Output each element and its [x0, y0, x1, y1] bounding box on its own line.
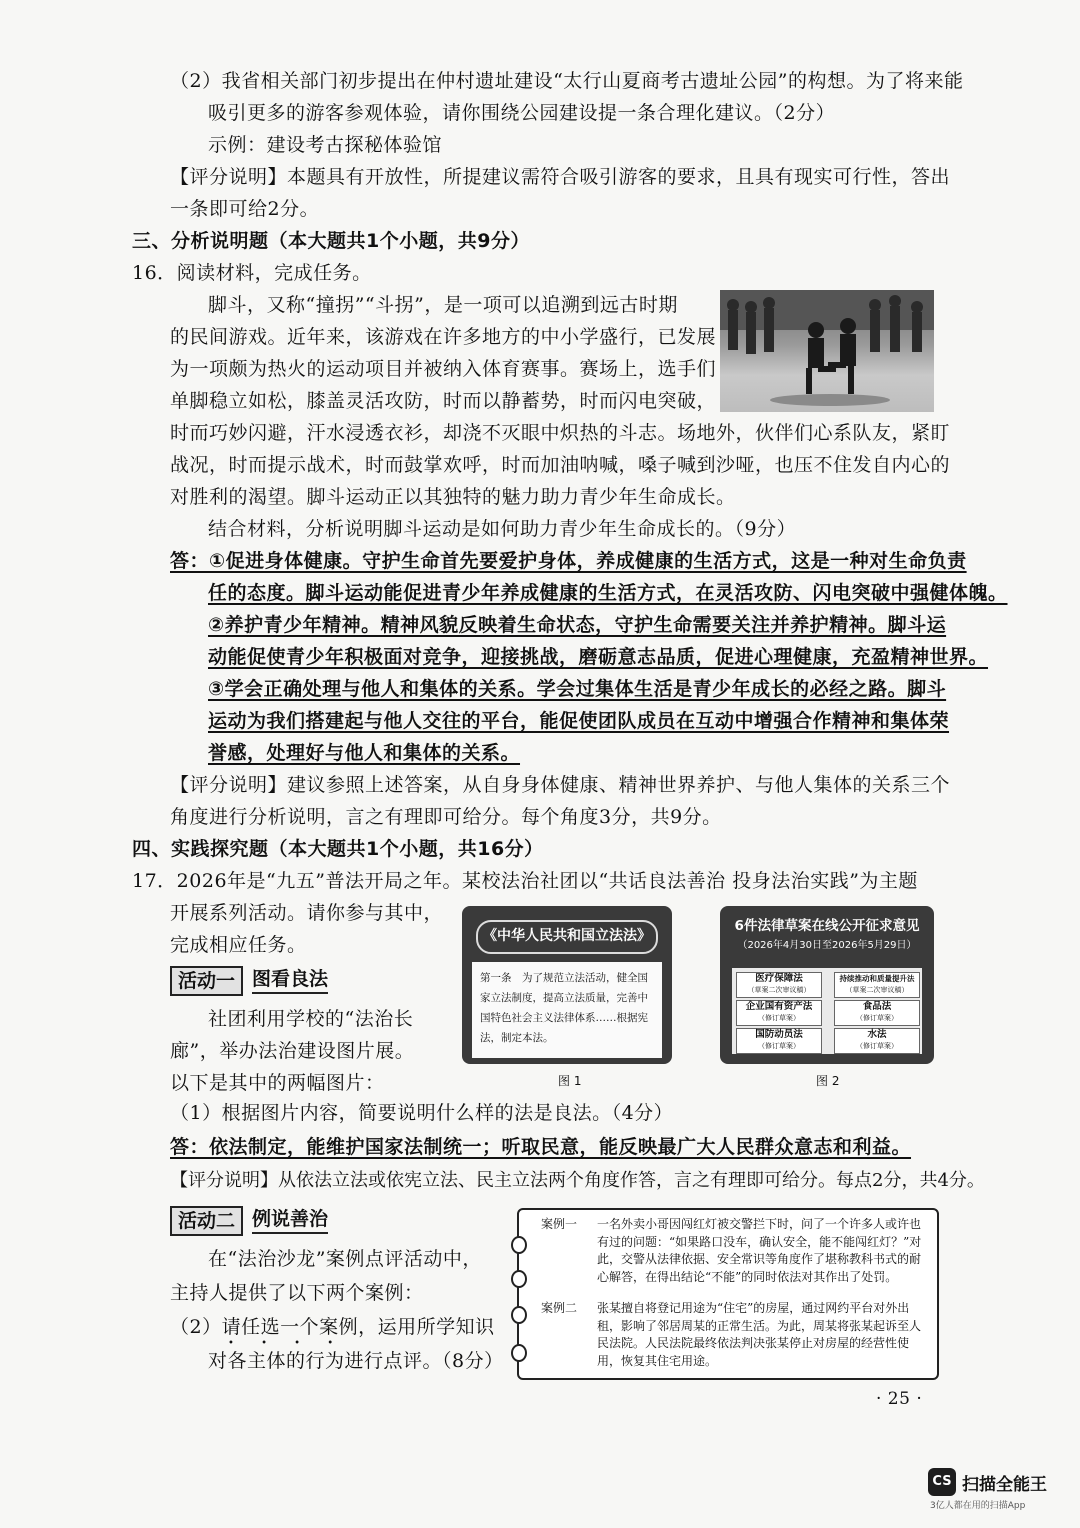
binder-ring-icon [511, 1306, 527, 1324]
material-line3: 为一项颇为热火的运动项目并被纳入体育赛事。赛场上，选手们 [170, 358, 717, 380]
activity-1-text1: 社团利用学校的“法治长 [208, 1008, 414, 1030]
grading-note-16-line1: 【评分说明】建议参照上述答案，从自身身体健康、精神世界养护、与他人集体的关系三个 [170, 774, 951, 796]
activity-2-text2: 主持人提供了以下两个案例： [170, 1282, 424, 1304]
section-3-heading: 三、分析说明题（本大题共1个小题，共9分） [132, 230, 530, 252]
answer-16-line4: 动能促使青少年积极面对竞争，迎接挑战，磨砺意志品质，促进心理健康，充盈精神世界。 [208, 646, 989, 668]
law-list [732, 968, 922, 1054]
app-tagline: 3亿人都在用的扫描App [930, 1501, 1026, 1511]
activity-1-text3: 以下是其中的两幅图片： [170, 1072, 385, 1094]
figure-2-draft-laws [720, 906, 934, 1064]
question-16-title: 16．阅读材料，完成任务。 [132, 262, 372, 284]
law-item: 医疗保障法 （草案二次审议稿） [736, 972, 822, 998]
question-15-2-line2: 吸引更多的游客参观体验，请你围绕公园建设提一条合理化建议。（2分） [208, 102, 836, 124]
case-2-label: 案例二 [541, 1301, 578, 1315]
figure-1-article: 第一条 为了规范立法活动，健全国家立法制度，提高立法质量，完善中国特色社会主义法律体系……根据宪法，制定本法。 [472, 962, 662, 1058]
task-16: 结合材料，分析说明脚斗运动是如何助力青少年生命成长的。（9分） [208, 518, 797, 540]
material-line1: 脚斗，又称“撞拐”“斗拐”，是一项可以追溯到远古时期 [208, 294, 678, 316]
answer-16-line1: 答：①促进身体健康。守护生命首先要爱护身体，养成健康的生活方式，这是一种对生命负责 [170, 550, 967, 572]
page-number: · 25 · [876, 1389, 923, 1409]
figure-2-title: 6件法律草案在线公开征求意见 [734, 918, 920, 934]
case-1-label: 案例一 [541, 1217, 578, 1231]
question-17-2-line2: 对各主体的行为进行点评。（8分） [208, 1350, 504, 1372]
question-17-line3: 完成相应任务。 [170, 934, 307, 956]
law-item: 食品法 （修订草案） [834, 1000, 920, 1026]
question-17-2-line1: （2）请任选一个案例，运用所学知识 [170, 1316, 495, 1338]
material-line5: 时而巧妙闪避，汗水浸透衣衫，却浇不灭眼中炽热的斗志。场地外，伙伴们心系队友，紧盯 [170, 422, 951, 444]
figure-2-caption: 图 2 [816, 1074, 840, 1088]
figure-1-legislation-law [462, 906, 672, 1064]
answer-17-1: 答：依法制定，能维护国家法制统一；听取民意，能反映最广大人民群众意志和利益。 [170, 1136, 912, 1158]
figure-1-title: 《中华人民共和国立法法》 [476, 920, 658, 954]
material-line2: 的民间游戏。近年来，该游戏在许多地方的中小学盛行，已发展 [170, 326, 717, 348]
scanner-app-watermark [928, 1464, 1058, 1512]
activity-2-title: 例说善治 [252, 1206, 328, 1234]
grading-note-16-line2: 角度进行分析说明，言之有理即可给分。每个角度3分，共9分。 [170, 806, 722, 828]
law-item: 国防动员法 （修订草案） [736, 1028, 822, 1054]
question-17-1: （1）根据图片内容，简要说明什么样的法是良法。（4分） [170, 1102, 674, 1124]
answer-16-line5: ③学会正确处理与他人和集体的关系。学会过集体生活是青少年成长的必经之路。脚斗 [208, 678, 947, 700]
example-answer: 示例：建设考古探秘体验馆 [208, 134, 443, 156]
answer-16-line3: ②养护青少年精神。精神风貌反映着生命状态，守护生命需要关注并养护精神。脚斗运 [208, 614, 947, 636]
app-name: 扫描全能王 [962, 1475, 1047, 1495]
binder-ring-icon [511, 1344, 527, 1362]
law-item: 企业国有资产法 （修订草案） [736, 1000, 822, 1026]
case-1-text: 一名外卖小哥因闯红灯被交警拦下时，问了一个许多人或许也有过的问题：“如果路口没车，确认安全，能不能闯红灯？”对此，交警从法律依据、安全常识等角度作了堪称教科书式的耐心解答，在得出结论“不能”的同时依法对其作出了处罚。 [597, 1217, 922, 1284]
emphasis-dots: • • • • [228, 1338, 346, 1349]
case-2-text: 张某擅自将登记用途为“住宅”的房屋，通过网约平台对外出租，影响了邻居周某的正常生活。为此，周某将张某起诉至人民法院。人民法院最终依法判决张某停止对房屋的经营性使用，恢复其住宅用途。 [597, 1301, 922, 1368]
answer-16-line6: 运动为我们搭建起与他人交往的平台，能促使团队成员在互动中增强合作精神和集体荣 [208, 710, 950, 732]
activity-1-title: 图看良法 [252, 966, 328, 994]
binder-ring-icon [511, 1236, 527, 1254]
answer-16-line2: 任的态度。脚斗运动能促进青少年养成健康的生活方式，在灵活攻防、闪电突破中强健体魄。 [208, 582, 1008, 604]
jiaodou-game-photo [720, 290, 934, 412]
grading-note-15-line1: 【评分说明】本题具有开放性，所提建议需符合吸引游客的要求，且具有现实可行性，答出 [170, 166, 951, 188]
material-line7: 对胜利的渴望。脚斗运动正以其独特的魅力助力青少年生命成长。 [170, 486, 736, 508]
law-item: 持续推动和质量提升法 （草案二次审议稿） [834, 972, 920, 998]
activity-2-text1: 在“法治沙龙”案例点评活动中， [208, 1248, 482, 1270]
question-15-2-line1: （2）我省相关部门初步提出在仲村遗址建设“太行山夏商考古遗址公园”的构想。为了将来能 [170, 70, 964, 92]
material-line6: 战况，时而提示战术，时而鼓掌欢呼，时而加油呐喊，嗓子喊到沙哑，也压不住发自内心的 [170, 454, 951, 476]
law-item: 水法 （修订草案） [834, 1028, 920, 1054]
grading-note-15-line2: 一条即可给2分。 [170, 198, 320, 220]
binder-ring-icon [511, 1270, 527, 1288]
material-line4: 单脚稳立如松，膝盖灵活攻防，时而以静蓄势，时而闪电突破， [170, 390, 717, 412]
figure-2-subtitle: （2026年4月30日至2026年5月29日） [737, 940, 917, 951]
figure-1-caption: 图 1 [558, 1074, 582, 1088]
section-4-heading: 四、实践探究题（本大题共1个小题，共16分） [132, 838, 544, 860]
case-notebook [517, 1208, 939, 1380]
grading-note-17-1: 【评分说明】从依法立法或依宪立法、民主立法两个角度作答，言之有理即可给分。每点2分，共4分。 [170, 1170, 985, 1191]
answer-16-line7: 誉感，处理好与他人和集体的关系。 [208, 742, 521, 764]
question-17-line2: 开展系列活动。请你参与其中， [170, 902, 444, 924]
cs-logo-icon: CS [928, 1468, 956, 1496]
activity-2-label: 活动二 [170, 1206, 243, 1236]
activity-1-label: 活动一 [170, 966, 243, 996]
activity-1-text2: 廊”，举办法治建设图片展。 [170, 1040, 415, 1062]
question-17-line1: 17．2026年是“九五”普法开局之年。某校法治社团以“共话良法善治 投身法治实践”为主题 [132, 870, 918, 892]
